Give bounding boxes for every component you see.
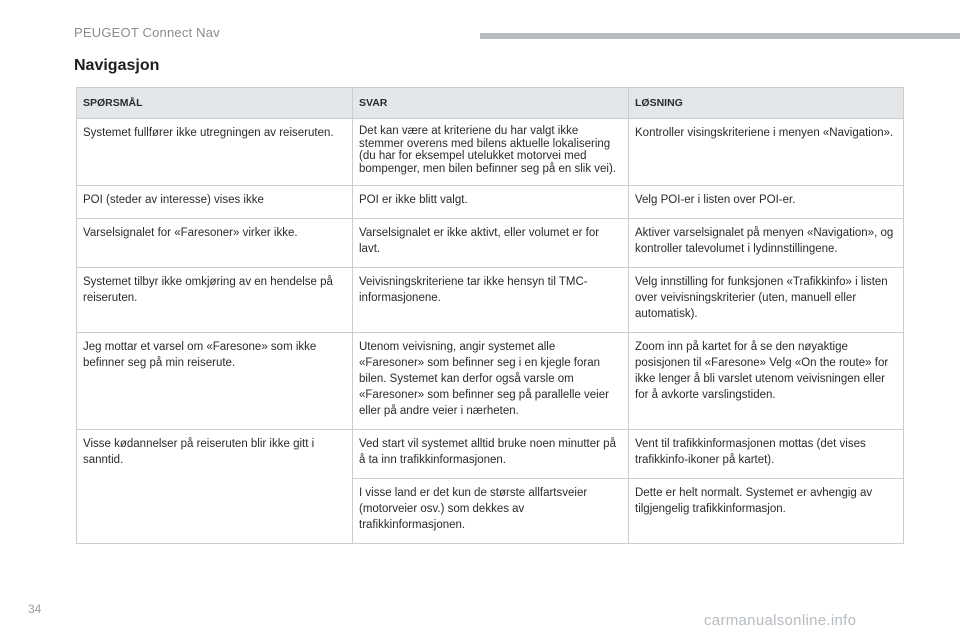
question-cell: Jeg mottar et varsel om «Faresone» som ikke befinner seg på min reiserute.	[77, 333, 353, 430]
answer-cell: Ved start vil systemet alltid bruke noen minutter på å ta inn trafikkinformasjonen.	[353, 430, 629, 479]
solution-cell: Kontroller visingskriteriene i menyen «Navigation».	[629, 119, 904, 186]
solution-cell: Aktiver varselsignalet på menyen «Navigation», og kontroller talevolumet i lydinnstillingene.	[629, 219, 904, 268]
table-row	[77, 268, 904, 333]
solution-cell: Velg innstilling for funksjonen «Trafikkinfo» i listen over veivisningskriterier (uten, manuell eller automatisk).	[629, 268, 904, 333]
answer-cell: Veivisningskriteriene tar ikke hensyn til TMC-informasjonene.	[353, 268, 629, 333]
table-row	[77, 430, 904, 479]
answer-cell: Varselsignalet er ikke aktivt, eller volumet er for lavt.	[353, 219, 629, 268]
question-cell: Varselsignalet for «Faresoner» virker ikke.	[77, 219, 353, 268]
question-cell: POI (steder av interesse) vises ikke	[77, 186, 353, 219]
question-cell: Visse kødannelser på reiseruten blir ikke gitt i sanntid.	[77, 430, 353, 544]
solution-cell: Dette er helt normalt. Systemet er avhengig av tilgjengelig trafikkinformasjon.	[629, 479, 904, 544]
column-header-question: SPØRSMÅL	[77, 88, 353, 119]
solution-cell: Velg POI-er i listen over POI-er.	[629, 186, 904, 219]
answer-cell: I visse land er det kun de største allfartsveier (motorveier osv.) som dekkes av trafikkinformasjonen.	[353, 479, 629, 544]
answer-cell: Utenom veivisning, angir systemet alle «Faresoner» som befinner seg i en kjegle foran bilen. Systemet kan derfor også varsle om «Faresoner» som befinner seg på parallelle veier eller på andre veier i nærheten.	[353, 333, 629, 430]
solution-cell: Vent til trafikkinformasjonen mottas (det vises trafikkinfo-ikoner på kartet).	[629, 430, 904, 479]
header-label: PEUGEOT Connect Nav	[74, 25, 220, 40]
table-row	[77, 119, 904, 186]
table-row	[77, 186, 904, 219]
question-cell: Systemet tilbyr ikke omkjøring av en hendelse på reiseruten.	[77, 268, 353, 333]
solution-cell: Zoom inn på kartet for å se den nøyaktige posisjonen til «Faresone» Velg «On the route» for ikke lenger å bli varslet utenom veivisningen eller for å avkorte varslingstiden.	[629, 333, 904, 430]
answer-cell: Det kan være at kriteriene du har valgt ikke stemmer overens med bilens aktuelle lokalisering (du har for eksempel utelukket motorvei med bompenger, men bilen befinner seg på en slik vei).	[353, 119, 629, 186]
section-title: Navigasjon	[74, 57, 160, 74]
table-row	[77, 219, 904, 268]
table-row	[77, 333, 904, 430]
watermark: carmanualsonline.info	[704, 612, 857, 629]
faq-table	[76, 87, 904, 544]
answer-cell: POI er ikke blitt valgt.	[353, 186, 629, 219]
column-header-answer: SVAR	[353, 88, 629, 119]
question-cell: Systemet fullfører ikke utregningen av reiseruten.	[77, 119, 353, 186]
table-header-row	[77, 88, 904, 119]
header-bar	[480, 33, 960, 39]
column-header-solution: LØSNING	[629, 88, 904, 119]
page-number: 34	[28, 602, 42, 616]
